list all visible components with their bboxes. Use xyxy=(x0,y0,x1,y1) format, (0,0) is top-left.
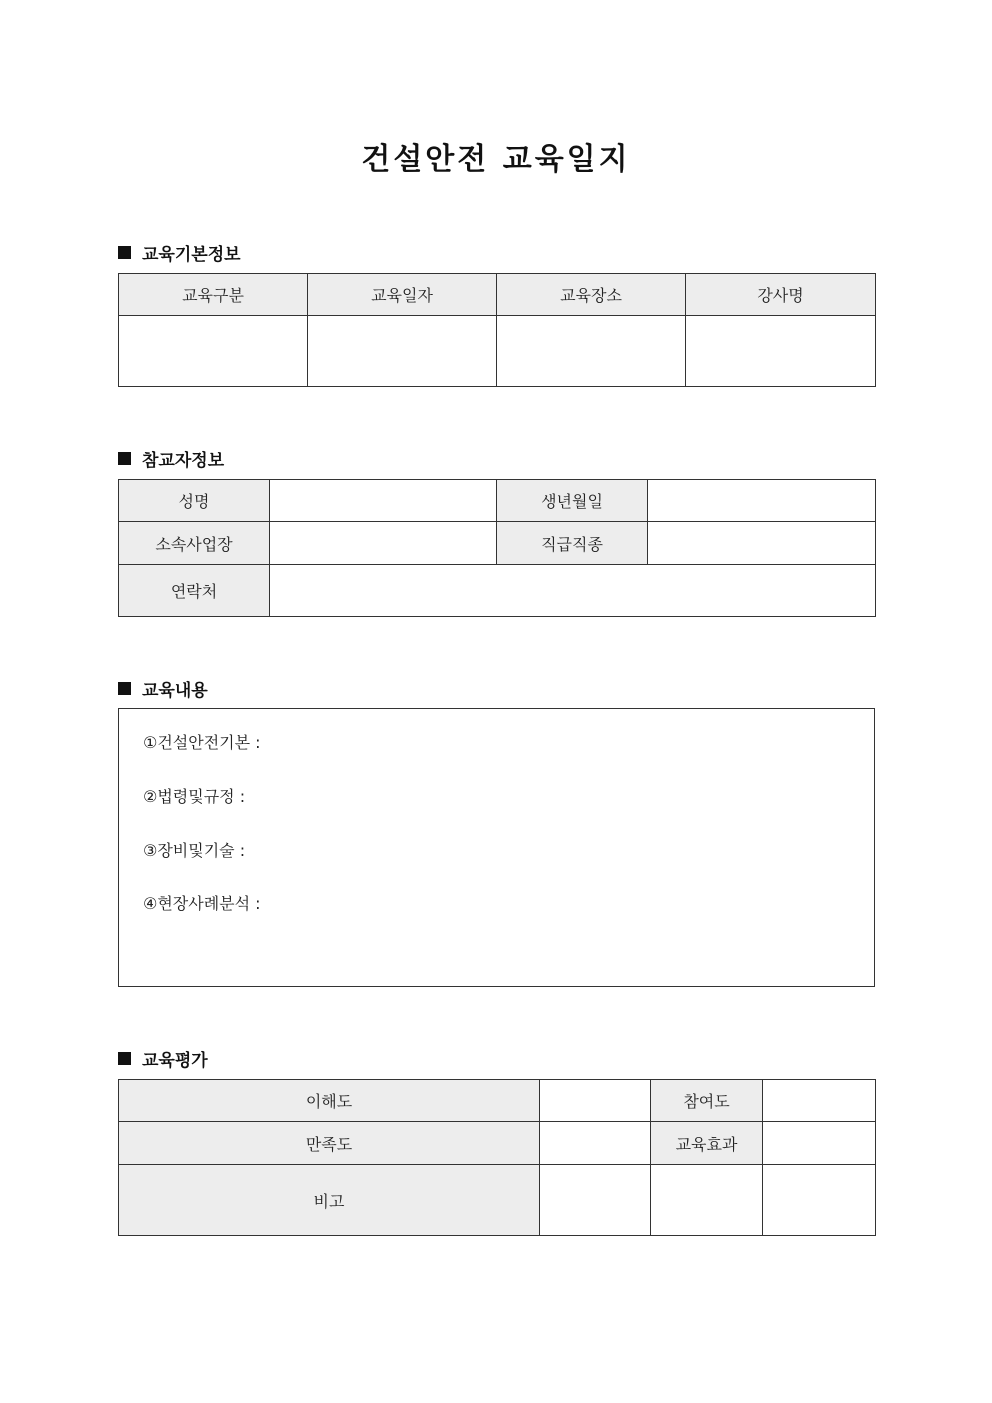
label-cell-remarks: 비고 xyxy=(119,1165,540,1236)
section-heading-evaluation-label: 교육평가 xyxy=(142,1050,208,1071)
input-cell-name[interactable] xyxy=(270,480,497,522)
input-cell-instructor[interactable] xyxy=(686,316,876,387)
basic-info-table xyxy=(118,273,876,387)
label-cell-workplace: 소속사업장 xyxy=(119,522,270,565)
input-cell-participation[interactable] xyxy=(763,1080,876,1122)
header-cell-date: 교육일자 xyxy=(308,274,497,316)
input-cell-date[interactable] xyxy=(308,316,497,387)
section-heading-participant xyxy=(118,446,224,470)
content-item-equipment: ③장비및기술 : xyxy=(143,841,246,860)
header-cell-instructor: 강사명 xyxy=(686,274,876,316)
input-cell-understanding[interactable] xyxy=(540,1080,651,1122)
input-cell-contact[interactable] xyxy=(270,565,876,617)
evaluation-table xyxy=(118,1079,876,1236)
label-cell-participation: 참여도 xyxy=(651,1080,763,1122)
input-cell-category[interactable] xyxy=(119,316,308,387)
square-bullet-icon xyxy=(118,246,131,259)
content-item-law: ②법령및규정 : xyxy=(143,787,246,806)
label-cell-name: 성명 xyxy=(119,480,270,522)
square-bullet-icon xyxy=(118,452,131,465)
participant-info-table xyxy=(118,479,876,617)
section-heading-content-label: 교육내용 xyxy=(142,680,208,701)
input-cell-remarks-1[interactable] xyxy=(540,1165,651,1236)
section-heading-basic xyxy=(118,240,241,264)
section-heading-participant-label: 참교자정보 xyxy=(142,450,225,471)
input-cell-remarks-3[interactable] xyxy=(763,1165,876,1236)
input-cell-remarks-2[interactable] xyxy=(651,1165,763,1236)
section-heading-content xyxy=(118,676,208,700)
section-heading-evaluation xyxy=(118,1046,208,1070)
label-cell-effect: 교육효과 xyxy=(651,1122,763,1165)
label-cell-contact: 연락처 xyxy=(119,565,270,617)
section-heading-basic-label: 교육기본정보 xyxy=(142,244,241,265)
input-cell-position[interactable] xyxy=(648,522,876,565)
input-cell-workplace[interactable] xyxy=(270,522,497,565)
square-bullet-icon xyxy=(118,1052,131,1065)
input-cell-satisfaction[interactable] xyxy=(540,1122,651,1165)
input-cell-birth[interactable] xyxy=(648,480,876,522)
header-cell-category: 교육구분 xyxy=(119,274,308,316)
label-cell-satisfaction: 만족도 xyxy=(119,1122,540,1165)
page-title: 건설안전 교육일지 xyxy=(361,142,631,177)
label-cell-position: 직급직종 xyxy=(497,522,648,565)
header-cell-place: 교육장소 xyxy=(497,274,686,316)
input-cell-effect[interactable] xyxy=(763,1122,876,1165)
input-cell-place[interactable] xyxy=(497,316,686,387)
content-item-case: ④현장사례분석 : xyxy=(143,894,261,913)
label-cell-birth: 생년월일 xyxy=(497,480,648,522)
content-item-basic: ①건설안전기본 : xyxy=(143,733,261,752)
content-box[interactable] xyxy=(118,708,875,987)
square-bullet-icon xyxy=(118,682,131,695)
label-cell-understanding: 이해도 xyxy=(119,1080,540,1122)
